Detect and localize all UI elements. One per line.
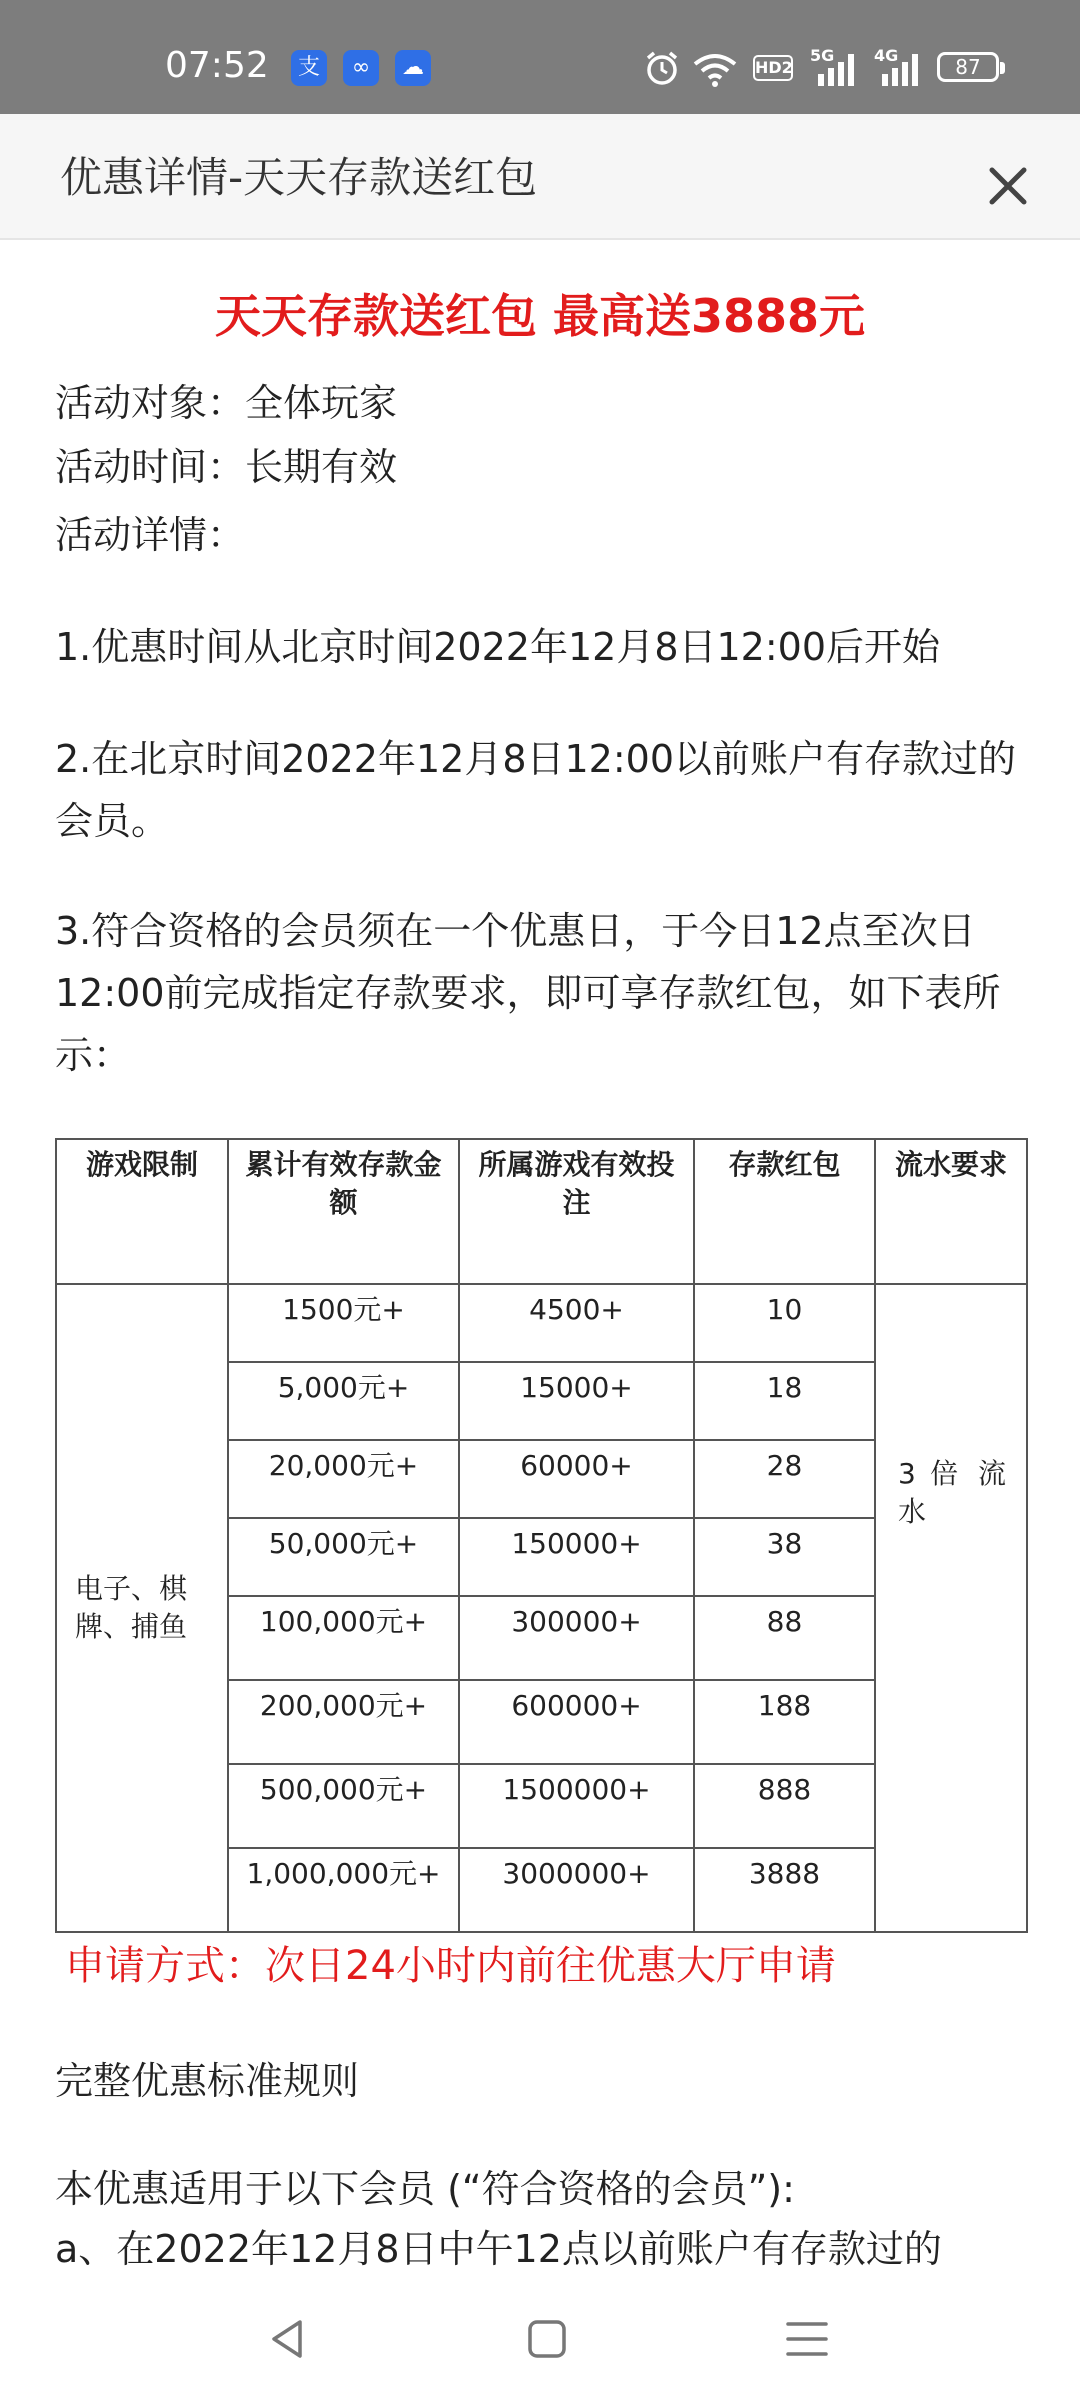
rules-paragraph-1: 本优惠适用于以下会员 (“符合资格的会员”): — [55, 2167, 795, 2211]
bet-cell: 600000+ — [459, 1680, 694, 1764]
alarm-icon — [643, 48, 681, 88]
apply-method: 申请方式：次日24小时内前往优惠大厅申请 — [65, 1943, 836, 1989]
table-header-row — [56, 1139, 1027, 1284]
wifi-icon — [693, 50, 737, 90]
detail-line: 活动详情： — [55, 513, 246, 557]
deposit-cell: 50,000元+ — [228, 1518, 459, 1596]
bonus-cell: 28 — [694, 1440, 875, 1518]
promo-title: 天天存款送红包 最高送3888元 — [214, 289, 866, 343]
rule-item-3: 3.符合资格的会员须在一个优惠日，于今日12点至次日12:00前完成指定存款要求，即可享存款红包，如下表所示： — [55, 909, 1001, 1077]
close-icon[interactable] — [980, 158, 1036, 214]
bonus-table — [55, 1138, 1026, 1933]
deposit-cell: 5,000元+ — [228, 1362, 459, 1440]
infinity-app-icon: ∞ — [343, 50, 379, 86]
bet-cell: 150000+ — [459, 1518, 694, 1596]
bet-cell: 60000+ — [459, 1440, 694, 1518]
rules-paragraph-2: a、在2022年12月8日中午12点以前账户有存款过的 — [55, 2227, 942, 2270]
status-bar — [0, 0, 1080, 114]
dialog-header — [0, 114, 1080, 240]
back-icon[interactable] — [262, 2314, 312, 2364]
bet-cell: 3000000+ — [459, 1848, 694, 1932]
cloud-app-icon: ☁ — [395, 50, 431, 86]
bonus-cell: 88 — [694, 1596, 875, 1680]
navigation-bar — [0, 2270, 1080, 2400]
battery-icon: 87 — [937, 52, 999, 82]
menu-icon[interactable] — [782, 2314, 832, 2364]
bet-cell: 300000+ — [459, 1596, 694, 1680]
game-limit-cell: 电子、棋牌、捕鱼 — [56, 1284, 228, 1932]
bet-cell: 1500000+ — [459, 1764, 694, 1848]
status-time: 07:52 — [165, 45, 269, 86]
signal-4g-label: 4G — [874, 46, 899, 65]
promo-content — [0, 240, 1080, 2270]
bonus-cell: 18 — [694, 1362, 875, 1440]
alipay-app-icon: 支 — [291, 50, 327, 86]
header-deposit-amount: 累计有效存款金额 — [228, 1139, 459, 1284]
flow-requirement-cell: 3 倍 流水 — [875, 1284, 1027, 1932]
bonus-cell: 3888 — [694, 1848, 875, 1932]
rule-item-1: 1.优惠时间从北京时间2022年12月8日12:00后开始 — [55, 625, 941, 669]
time-line: 活动时间：长期有效 — [55, 445, 398, 489]
deposit-cell: 20,000元+ — [228, 1440, 459, 1518]
header-bonus: 存款红包 — [694, 1139, 875, 1284]
deposit-cell: 100,000元+ — [228, 1596, 459, 1680]
header-valid-bet: 所属游戏有效投注 — [459, 1139, 694, 1284]
bonus-cell: 10 — [694, 1284, 875, 1362]
bet-cell: 4500+ — [459, 1284, 694, 1362]
hd-icon: HD2 — [753, 55, 793, 81]
deposit-cell: 1500元+ — [228, 1284, 459, 1362]
rules-heading: 完整优惠标准规则 — [55, 2059, 360, 2103]
home-icon[interactable] — [522, 2314, 572, 2364]
header-flow-requirement: 流水要求 — [875, 1139, 1027, 1284]
bet-cell: 15000+ — [459, 1362, 694, 1440]
bonus-cell: 38 — [694, 1518, 875, 1596]
deposit-cell: 500,000元+ — [228, 1764, 459, 1848]
table-row — [56, 1284, 1027, 1362]
bonus-cell: 888 — [694, 1764, 875, 1848]
deposit-cell: 1,000,000元+ — [228, 1848, 459, 1932]
header-game-limit: 游戏限制 — [56, 1139, 228, 1284]
signal-4g-icon — [876, 50, 926, 90]
signal-5g-icon — [812, 50, 862, 90]
bonus-cell: 188 — [694, 1680, 875, 1764]
target-line: 活动对象：全体玩家 — [55, 381, 398, 425]
signal-5g-label: 5G — [810, 46, 835, 65]
rule-item-2: 2.在北京时间2022年12月8日12:00以前账户有存款过的会员。 — [55, 737, 1017, 843]
page-title: 优惠详情-天天存款送红包 — [60, 153, 538, 202]
deposit-cell: 200,000元+ — [228, 1680, 459, 1764]
